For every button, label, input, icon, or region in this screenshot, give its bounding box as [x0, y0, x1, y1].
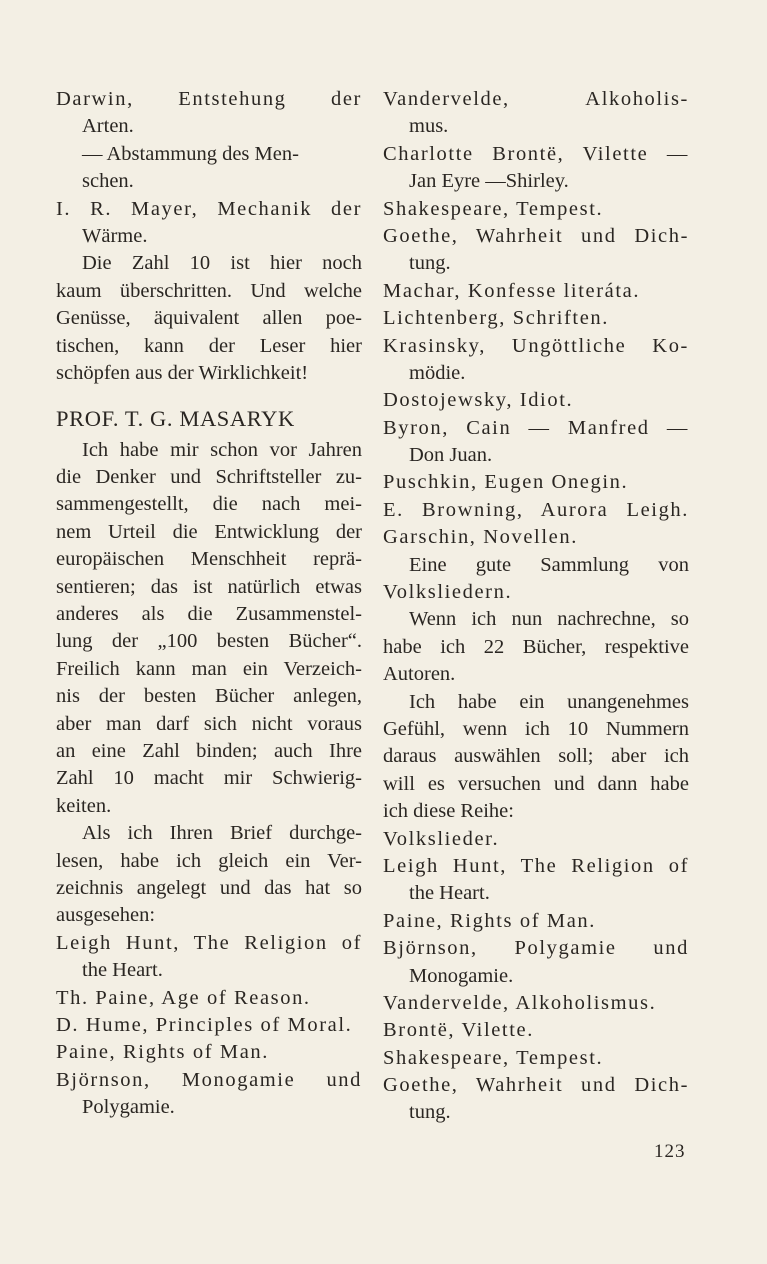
list-entry: Byron, Cain — Manfred — [383, 416, 689, 439]
paragraph-line: nis der besten Bücher anlegen, [56, 685, 362, 708]
list-entry: Garschin, Novellen. [383, 526, 578, 549]
section-heading: PROF. T. G. MASARYK [56, 406, 295, 432]
entry-continuation: Polygamie. [82, 1096, 175, 1119]
list-entry: Vandervelde, Alkoholismus. [383, 991, 657, 1014]
left-column [56, 86, 362, 1121]
entry-continuation: Jan Eyre —Shirley. [409, 170, 569, 193]
paragraph-line: Gefühl, wenn ich 10 Nummern [383, 717, 689, 740]
list-entry: Vandervelde, Alkoholis- [383, 88, 689, 110]
list-entry: Th. Paine, Age of Reason. [56, 986, 311, 1009]
paragraph-line: ausgesehen: [56, 904, 156, 927]
list-entry: Lichtenberg, Schriften. [383, 307, 609, 330]
paragraph-line: Als ich Ihren Brief durchge- [82, 822, 362, 845]
list-entry: Dostojewsky, Idiot. [383, 389, 574, 412]
paragraph-line: zeichnis angelegt und das hat so [56, 876, 362, 899]
list-entry: Björnson, Monogamie und [56, 1068, 362, 1091]
paragraph-line: Autoren. [383, 663, 456, 686]
list-entry: Shakespeare, Tempest. [383, 197, 604, 220]
paragraph-line: Eine gute Sammlung von [409, 553, 689, 576]
list-entry: Darwin, Entstehung der [56, 88, 362, 110]
paragraph-line: nem Urteil die Entwicklung der [56, 520, 362, 543]
list-entry: Björnson, Polygamie und [383, 937, 689, 960]
paragraph-line: Genüsse, äquivalent allen poe- [56, 307, 362, 330]
right-column [383, 86, 689, 1127]
paragraph-line: lesen, habe ich gleich ein Ver- [56, 849, 362, 872]
paragraph-line: Die Zahl 10 ist hier noch [82, 252, 362, 275]
entry-continuation: Monogamie. [409, 964, 514, 987]
page-number: 123 [654, 1141, 686, 1162]
entry-continuation: Wärme. [82, 224, 148, 247]
list-entry: Paine, Rights of Man. [383, 909, 596, 932]
paragraph-line: europäischen Menschheit reprä- [56, 548, 362, 571]
paragraph-line: Zahl 10 macht mir Schwierig- [56, 767, 362, 790]
list-entry: Leigh Hunt, The Religion of [56, 931, 362, 954]
paragraph-line: die Denker und Schriftsteller zu- [56, 466, 362, 489]
list-entry: Shakespeare, Tempest. [383, 1046, 604, 1069]
paragraph-line: will es versuchen und dann habe [383, 772, 689, 795]
list-entry: D. Hume, Principles of Moral. [56, 1013, 353, 1036]
entry-continuation: tung. [409, 252, 451, 275]
entry-continuation: the Heart. [82, 959, 163, 982]
list-entry: Machar, Konfesse literáta. [383, 279, 641, 302]
list-entry: Charlotte Brontë, Vilette — [383, 142, 689, 165]
list-entry: Leigh Hunt, The Religion of [383, 854, 689, 877]
paragraph-line: schöpfen aus der Wirklichkeit! [56, 361, 309, 384]
paragraph-line: an eine Zahl binden; auch Ihre [56, 739, 362, 762]
list-entry: I. R. Mayer, Mechanik der [56, 197, 362, 220]
paragraph-line: keiten. [56, 794, 112, 817]
paragraph-line: anderes als die Zusammenstel- [56, 603, 362, 626]
list-entry: Paine, Rights of Man. [56, 1041, 269, 1064]
paragraph-line: ich diese Reihe: [383, 800, 514, 823]
paragraph-line: Freilich kann man ein Verzeich- [56, 657, 362, 680]
paragraph-line: sammengestellt, die nach mei- [56, 493, 362, 516]
paragraph-line: sentieren; das ist natürlich etwas [56, 575, 362, 598]
entry-continuation: — Abstammung des Men- [82, 142, 299, 165]
list-entry: Goethe, Wahrheit und Dich- [383, 224, 689, 247]
list-entry: Volksliedern. [383, 581, 513, 604]
entry-continuation: mus. [409, 115, 449, 138]
entry-continuation: the Heart. [409, 882, 490, 905]
list-entry: Puschkin, Eugen Onegin. [383, 471, 629, 494]
paragraph-line: Ich habe mir schon vor Jahren [82, 438, 362, 461]
entry-continuation: mödie. [409, 361, 466, 384]
entry-continuation: Arten. [82, 115, 134, 138]
list-entry: Brontë, Vilette. [383, 1019, 534, 1042]
paragraph-line: daraus auswählen soll; aber ich [383, 745, 689, 768]
paragraph-line: kaum überschritten. Und welche [56, 279, 362, 302]
list-entry: Krasinsky, Ungöttliche Ko- [383, 334, 689, 357]
paragraph-line: aber man darf sich nicht voraus [56, 712, 362, 735]
entry-continuation: Don Juan. [409, 444, 493, 467]
paragraph-line: tischen, kann der Leser hier [56, 334, 362, 357]
paragraph-line: habe ich 22 Bücher, respektive [383, 635, 689, 658]
list-entry: Volkslieder. [383, 827, 500, 850]
list-entry: Goethe, Wahrheit und Dich- [383, 1074, 689, 1097]
paragraph-line: Wenn ich nun nachrechne, so [409, 608, 689, 631]
entry-continuation: schen. [82, 170, 134, 193]
list-entry: E. Browning, Aurora Leigh. [383, 498, 689, 521]
entry-continuation: tung. [409, 1101, 451, 1124]
paragraph-line: lung der „100 besten Bücher“. [56, 630, 362, 653]
paragraph-line: Ich habe ein unangenehmes [409, 690, 689, 713]
